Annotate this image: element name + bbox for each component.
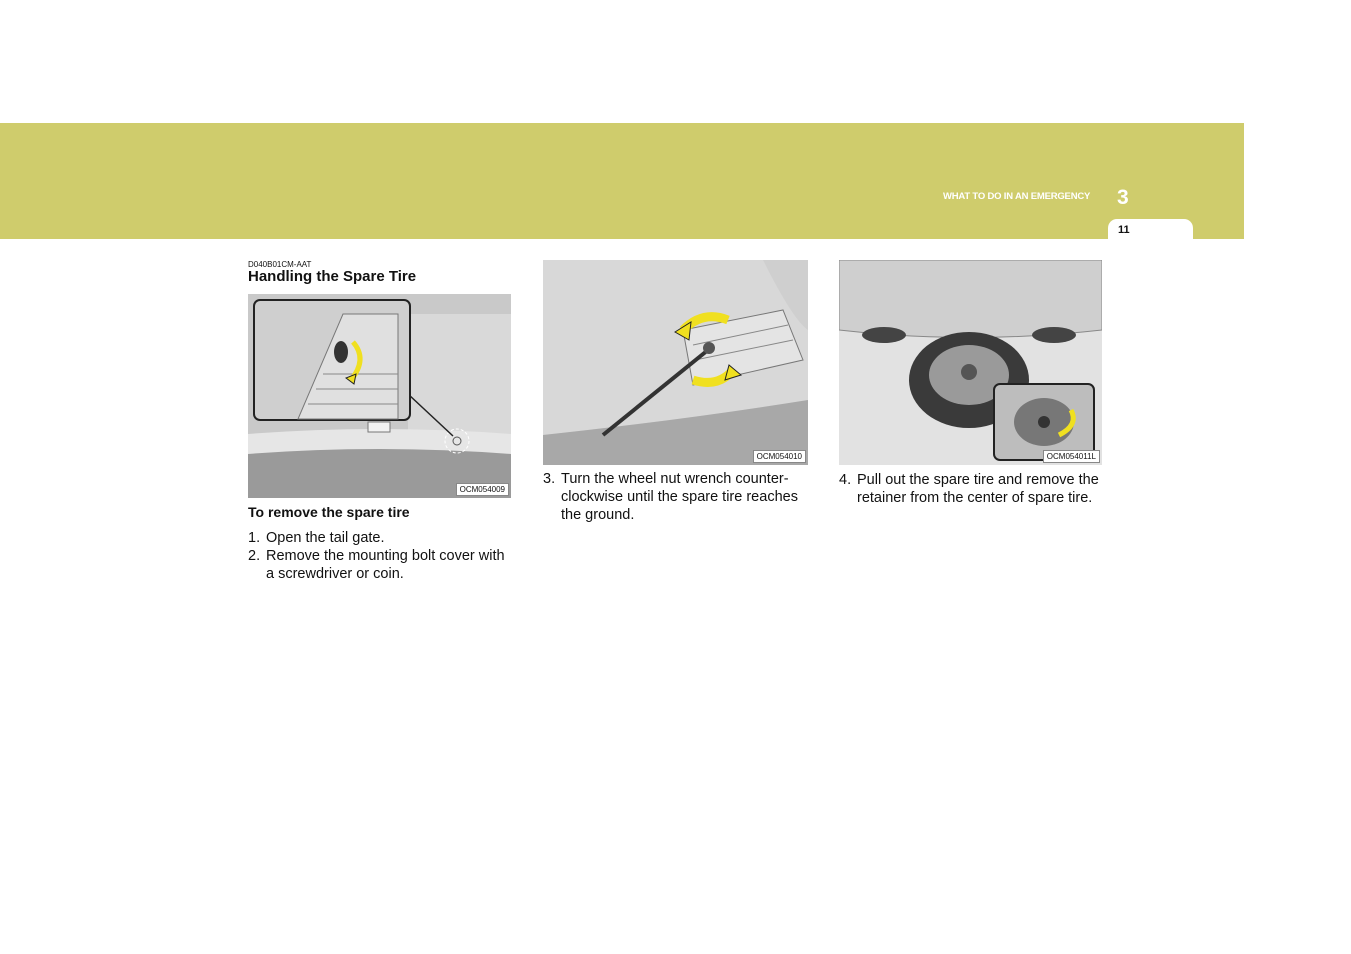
list-item [248, 529, 513, 547]
step-number: 1. [248, 530, 261, 546]
step-text: Turn the wheel nut wrench counter-clockwise until the spare tire reaches the ground. [561, 471, 798, 523]
spare-tire-illustration [839, 260, 1102, 465]
figure-wheel-nut-wrench [543, 260, 808, 465]
step-text: Remove the mounting bolt cover with a screwdriver or coin. [266, 548, 505, 582]
steps-list-col1 [248, 529, 513, 583]
list-item [543, 470, 809, 524]
tailgate-illustration [248, 294, 511, 498]
step-text: Pull out the spare tire and remove the retainer from the center of spare tire. [857, 472, 1099, 506]
step-text: Open the tail gate. [266, 530, 385, 546]
header-band [0, 123, 1244, 239]
list-item [248, 547, 513, 583]
subheading: To remove the spare tire [248, 504, 410, 520]
page-number: 11 [1118, 224, 1130, 236]
list-item [839, 471, 1104, 507]
section-number: 3 [1117, 186, 1129, 209]
figure-label: OCM054011L [1043, 450, 1100, 463]
step-number: 4. [839, 472, 852, 488]
step-number: 3. [543, 471, 556, 487]
section-title: WHAT TO DO IN AN EMERGENCY [943, 191, 1091, 202]
figure-label: OCM054010 [753, 450, 806, 463]
figure-tailgate-bolt-cover [248, 294, 511, 498]
figure-label: OCM054009 [456, 483, 509, 496]
article-title: Handling the Spare Tire [248, 268, 417, 285]
figure-spare-tire [839, 260, 1102, 465]
document-code: D040B01CM-AAT [248, 260, 312, 269]
steps-list-col3 [839, 471, 1104, 507]
wrench-illustration [543, 260, 808, 465]
steps-list-col2 [543, 470, 809, 524]
step-number: 2. [248, 548, 261, 564]
